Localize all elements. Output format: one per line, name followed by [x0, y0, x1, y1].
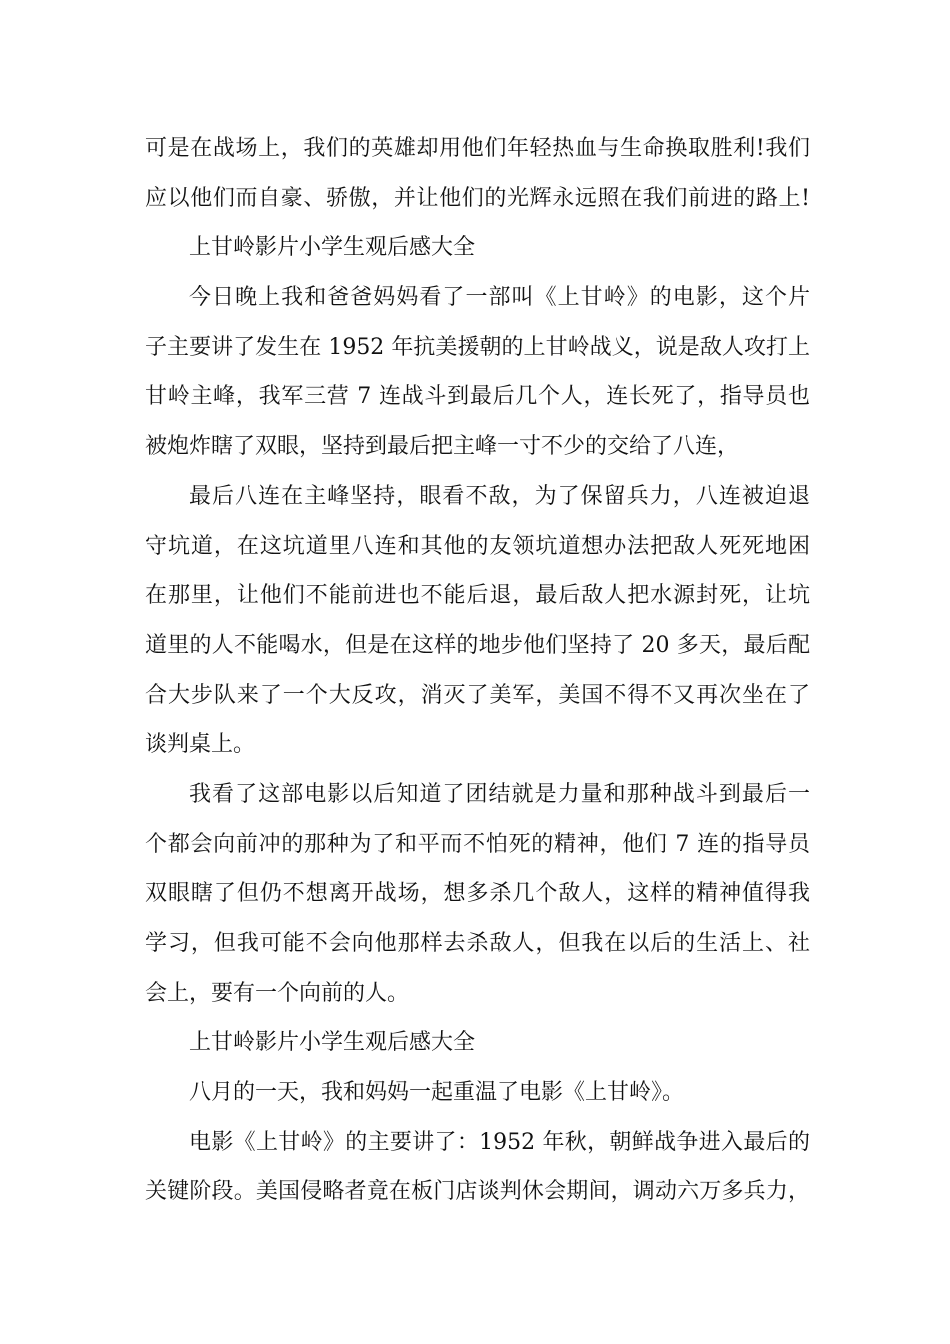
paragraph-line: 我看了这部电影以后知道了团结就是力量和那种战斗到最后一	[189, 781, 810, 807]
paragraph-line: 道里的人不能喝水，但是在这样的地步他们坚持了 20 多天，最后配	[145, 632, 810, 658]
paragraph-line: 八月的一天，我和妈妈一起重温了电影《上甘岭》。	[189, 1080, 685, 1106]
document-body	[145, 124, 810, 1217]
paragraph-line: 在那里，让他们不能前进也不能后退，最后敌人把水源封死，让坑	[145, 583, 810, 609]
paragraph-line: 会上，要有一个向前的人。	[145, 980, 410, 1006]
section-heading: 上甘岭影片小学生观后感大全	[189, 235, 476, 261]
section-heading: 上甘岭影片小学生观后感大全	[189, 1030, 476, 1056]
paragraph-line: 应以他们而自豪、骄傲，并让他们的光辉永远照在我们前进的路上!	[145, 185, 810, 211]
paragraph-line: 可是在战场上，我们的英雄却用他们年轻热血与生命换取胜利!我们	[145, 136, 810, 161]
paragraph-line: 今日晚上我和爸爸妈妈看了一部叫《上甘岭》的电影，这个片	[189, 285, 810, 311]
paragraph-line: 合大步队来了一个大反攻，消灭了美军，美国不得不又再次坐在了	[145, 682, 810, 708]
paragraph-line: 谈判桌上。	[145, 732, 256, 758]
paragraph-line: 电影《上甘岭》的主要讲了：1952 年秋，朝鲜战争进入最后的	[189, 1129, 810, 1155]
paragraph-line: 最后八连在主峰坚持，眼看不敌，为了保留兵力，八连被迫退	[189, 483, 810, 509]
paragraph-line: 关键阶段。美国侵略者竟在板门店谈判休会期间，调动六万多兵力，	[145, 1179, 810, 1205]
paragraph-line: 学习，但我可能不会向他那样去杀敌人，但我在以后的生活上、社	[145, 931, 810, 956]
paragraph-line: 甘岭主峰，我军三营 7 连战斗到最后几个人，连长死了，指导员也	[145, 384, 810, 410]
paragraph-line: 个都会向前冲的那种为了和平而不怕死的精神，他们 7 连的指导员	[145, 831, 810, 857]
paragraph-line: 守坑道，在这坑道里八连和其他的友领坑道想办法把敌人死死地困	[145, 533, 810, 559]
paragraph-line: 被炮炸瞎了双眼，坚持到最后把主峰一寸不少的交给了八连，	[145, 434, 740, 460]
paragraph-line: 双眼瞎了但仍不想离开战场，想多杀几个敌人，这样的精神值得我	[145, 881, 810, 907]
paragraph-line: 子主要讲了发生在 1952 年抗美援朝的上甘岭战义，说是敌人攻打上	[145, 334, 810, 360]
